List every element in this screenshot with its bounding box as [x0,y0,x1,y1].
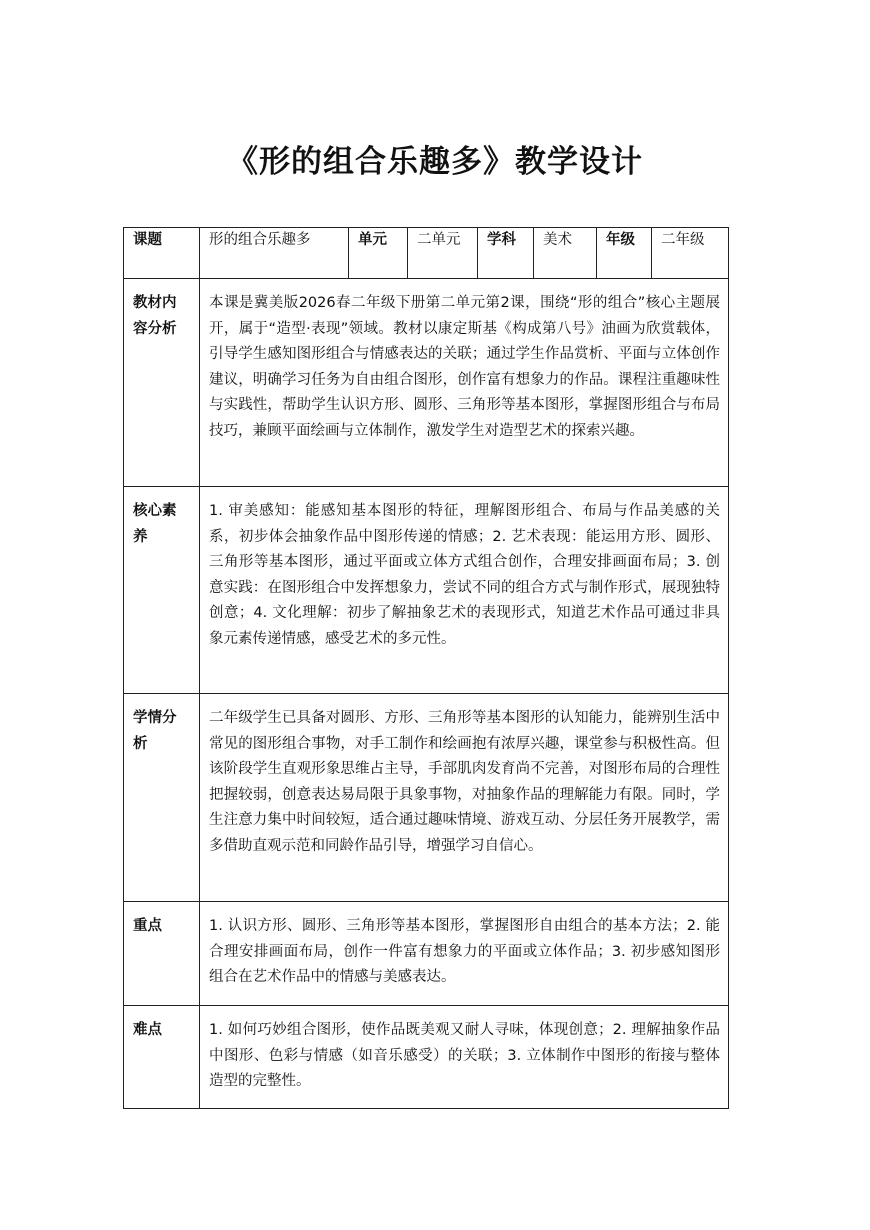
unit-value-cell [408,228,478,279]
grade-label: 年级 [606,232,635,248]
section-row-student-analysis [124,694,729,902]
subject-value-cell [534,228,597,279]
section-content: 二年级学生已具备对圆形、方形、三角形等基本图形的认知能力，能辨别生活中常见的图形组合事物，对手工制作和绘画抱有浓厚兴趣，课堂参与积极性高。但该阶段学生直观形象思维占主导，手部肌肉发育尚不完善，对图形布局的合理性把握较弱，创意表达易局限于具象事物，对抽象作品的理解能力有限。同时，学生注意力集中时间较短，适合通过趣味情境、游戏互动、分层任务开展教学，需多借助直观示范和同龄作品引导，增强学习自信心。 [200,694,729,902]
subject-value: 美术 [543,232,572,248]
lesson-plan-table [123,227,729,1109]
unit-value: 二单元 [417,232,461,248]
topic-label-cell [124,228,200,279]
section-content: 本课是冀美版2026春二年级下册第二单元第2课，围绕“形的组合”核心主题展开，属于“造型·表现”领域。教材以康定斯基《构成第八号》油画为欣赏载体，引导学生感知图形组合与情感表达的关联；通过学生作品赏析、平面与立体创作建议，明确学习任务为自由组合图形，创作富有想象力的作品。课程注重趣味性与实践性，帮助学生认识方形、圆形、三角形等基本图形，掌握图形组合与布局技巧，兼顾平面绘画与立体制作，激发学生对造型艺术的探索兴趣。 [200,279,729,487]
unit-label-cell [349,228,408,279]
section-row-core-literacy [124,487,729,694]
topic-label: 课题 [133,232,162,248]
section-content: 1. 认识方形、圆形、三角形等基本图形，掌握图形自由组合的基本方法；2. 能合理安排画面布局，创作一件富有想象力的平面或立体作品；3. 初步感知图形组合在艺术作品中的情感与美感表达。 [200,902,729,1006]
unit-label: 单元 [358,232,387,248]
section-label: 难点 [124,1006,200,1109]
subject-label-cell [478,228,534,279]
header-row [124,228,729,279]
topic-value: 形的组合乐趣多 [209,232,311,248]
grade-value-cell [652,228,729,279]
section-label: 重点 [124,902,200,1006]
section-label: 核心素养 [124,487,200,694]
document-title: 《形的组合乐趣多》教学设计 [227,144,643,180]
section-label: 教材内容分析 [124,279,200,487]
grade-value: 二年级 [661,232,705,248]
section-row-difficult-points [124,1006,729,1109]
section-row-key-points [124,902,729,1006]
section-content: 1. 审美感知：能感知基本图形的特征，理解图形组合、布局与作品美感的关系，初步体会抽象作品中图形传递的情感；2. 艺术表现：能运用方形、圆形、三角形等基本图形，通过平面或立体方式组合创作，合理安排画面布局；3. 创意实践：在图形组合中发挥想象力，尝试不同的组合方式与制作形式，展现独特创意；4. 文化理解：初步了解抽象艺术的表现形式，知道艺术作品可通过非具象元素传递情感，感受艺术的多元性。 [200,487,729,694]
section-label: 学情分析 [124,694,200,902]
section-content: 1. 如何巧妙组合图形，使作品既美观又耐人寻味，体现创意；2. 理解抽象作品中图形、色彩与情感（如音乐感受）的关联；3. 立体制作中图形的衔接与整体造型的完整性。 [200,1006,729,1109]
subject-label: 学科 [487,232,516,248]
grade-label-cell [597,228,652,279]
section-row-material-analysis [124,279,729,487]
topic-value-cell [200,228,349,279]
